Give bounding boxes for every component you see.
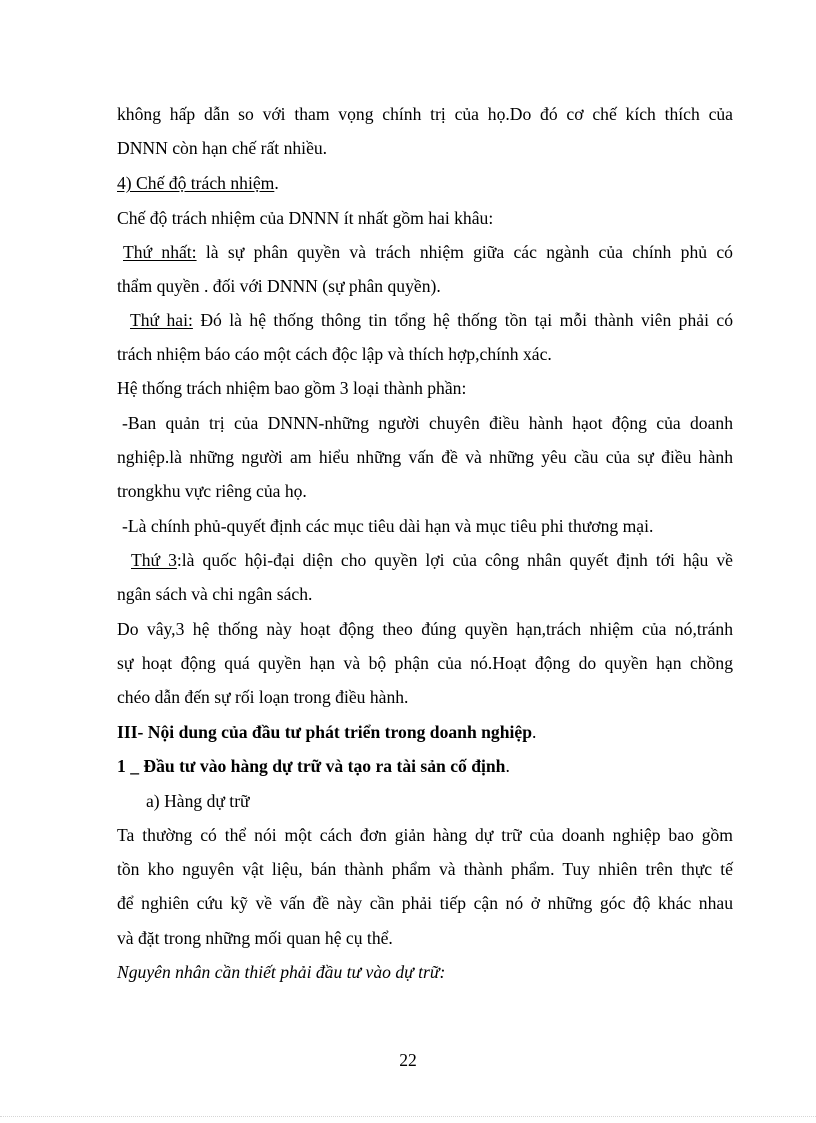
label-thu-hai: Thứ hai: — [130, 310, 193, 330]
heading-period: . — [274, 173, 279, 193]
paragraph-first-item — [123, 240, 733, 264]
text-line: sự hoạt động quá quyền hạn và bộ phận của nó.Hoạt động do quyền hạn chồng — [117, 653, 733, 673]
text-line: DNNN còn hạn chế rất nhiều. — [117, 138, 328, 158]
text-line: chéo dẫn đến sự rối loạn trong điều hành. — [117, 687, 409, 707]
text-line: Hệ thống trách nhiệm bao gồm 3 loại thành phần: — [117, 378, 467, 398]
text-line: nghiệp.là những người am hiểu những vấn đề và những yêu cầu của sự điều hành — [117, 447, 733, 467]
list-item-a: a) Hàng dự trữ — [146, 791, 250, 811]
text-line: ngân sách và chi ngân sách. — [117, 584, 313, 604]
text-line: trách nhiệm báo cáo một cách độc lập và thích hợp,chính xác. — [117, 344, 552, 364]
paragraph-second-item — [130, 308, 733, 332]
paragraph-text: :là quốc hội-đại diện cho quyền lợi của công nhân quyết định tới hậu về — [176, 550, 733, 570]
page-number: 22 — [399, 1050, 417, 1070]
heading-period: . — [532, 722, 537, 742]
subsection-heading-1 — [117, 754, 733, 778]
text-line: Do vây,3 hệ thống này hoạt động theo đúng quyền hạn,trách nhiệm của nó,tránh — [117, 619, 733, 639]
text-line: thẩm quyền . đối với DNNN (sự phân quyền). — [117, 276, 441, 296]
label-thu-3: Thứ 3 — [131, 550, 177, 570]
page-bottom-divider — [0, 1116, 816, 1117]
section-heading-4 — [117, 171, 733, 195]
italic-heading: Nguyên nhân cần thiết phải đầu tư vào dự trữ: — [117, 962, 446, 982]
heading-text: 1 _ Đầu tư vào hàng dự trữ và tạo ra tài sản cố định — [117, 756, 506, 776]
text-line: Chế độ trách nhiệm của DNNN ít nhất gồm hai khâu: — [117, 208, 494, 228]
text-line: trongkhu vực riêng của họ. — [117, 481, 307, 501]
heading-text: III- Nội dung của đầu tư phát triển trong doanh nghiệp — [117, 722, 532, 742]
text-line: và đặt trong những mối quan hệ cụ thể. — [117, 928, 393, 948]
section-heading-III — [117, 720, 733, 744]
paragraph-text: là sự phân quyền và trách nhiệm giữa các ngành của chính phủ có — [196, 242, 733, 262]
text-line: không hấp dẫn so với tham vọng chính trị của họ.Do đó cơ chế kích thích của — [117, 104, 733, 124]
text-line: để nghiên cứu kỹ về vấn đề này cần phải tiếp cận nó ở những góc độ khác nhau — [117, 893, 733, 913]
text-line: -Ban quản trị của DNNN-những người chuyên điều hành hạot động của doanh — [122, 413, 733, 433]
label-thu-nhat: Thứ nhất: — [123, 242, 197, 262]
text-line: Ta thường có thể nói một cách đơn giản hàng dự trữ của doanh nghiệp bao gồm — [117, 825, 733, 845]
text-line: tồn kho nguyên vật liệu, bán thành phẩm và thành phẩm. Tuy nhiên trên thực tế — [117, 859, 733, 879]
paragraph-text: Đó là hệ thống thông tin tổng hệ thống tồn tại mỗi thành viên phải có — [192, 310, 733, 330]
paragraph-third-item — [131, 548, 733, 572]
heading-text: 4) Chế độ trách nhiệm — [117, 173, 275, 193]
heading-period: . — [505, 756, 510, 776]
text-line: -Là chính phủ-quyết định các mục tiêu dài hạn và mục tiêu phi thương mại. — [122, 516, 654, 536]
